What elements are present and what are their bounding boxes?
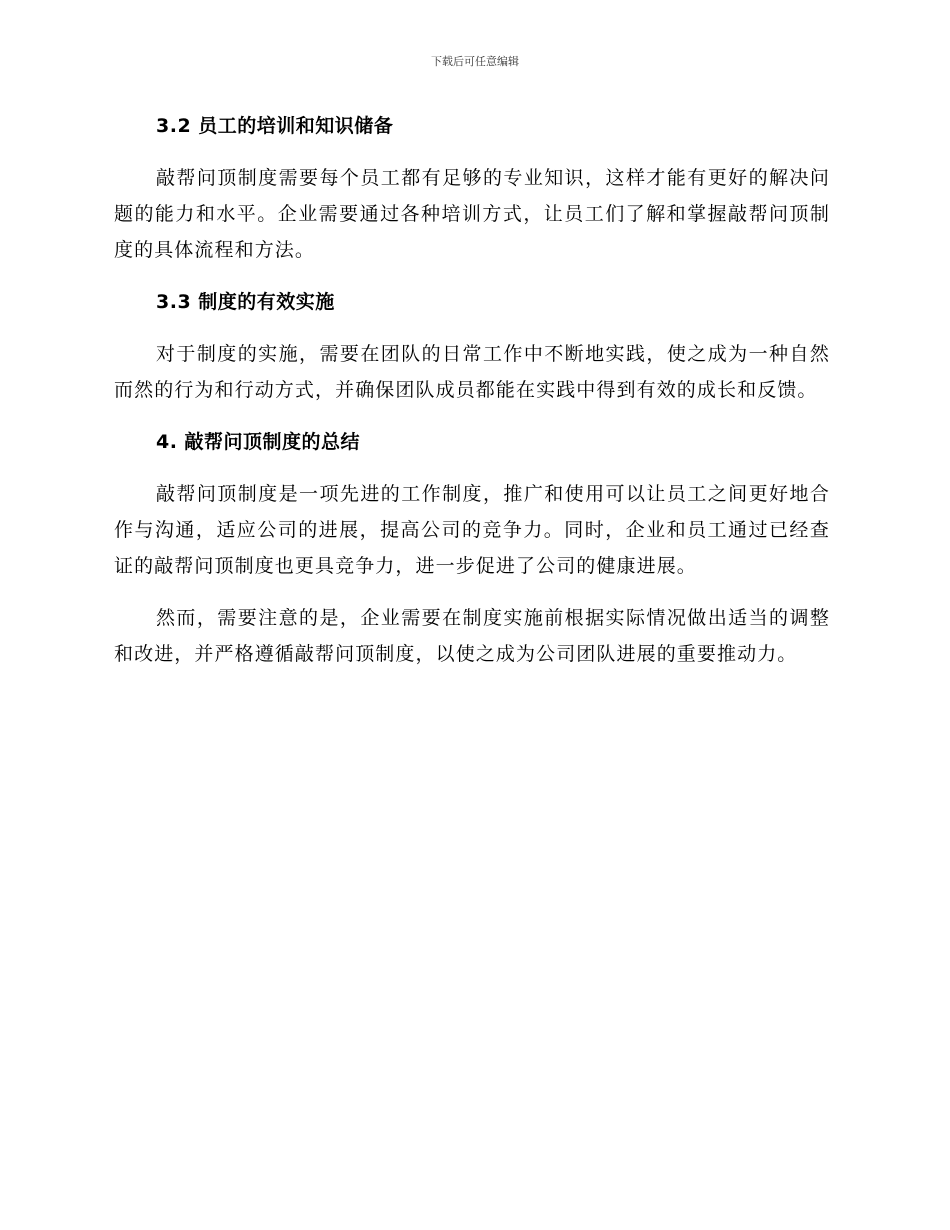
spacer <box>114 144 830 160</box>
section-heading-4: 4. 敲帮问顶制度的总结 <box>156 431 361 453</box>
paragraph-3-3: 对于制度的实施，需要在团队的日常工作中不断地实践，使之成为一种自然而然的行为和行动方式，并确保团队成员都能在实践中得到有效的成长和反馈。 <box>114 343 830 401</box>
section-heading-3-2: 3.2 员工的培训和知识储备 <box>156 115 394 137</box>
spacer <box>114 320 830 336</box>
spacer <box>114 268 830 284</box>
paragraph-3-2: 敲帮问顶制度需要每个员工都有足够的专业知识，这样才能有更好的解决问题的能力和水平。企业需要通过各种培训方式，让员工们了解和掌握敲帮问顶制度的具体流程和方法。 <box>114 167 830 261</box>
spacer <box>114 408 830 424</box>
document-body <box>114 108 830 672</box>
section-heading-3-3: 3.3 制度的有效实施 <box>156 291 335 313</box>
spacer <box>114 584 830 600</box>
paragraph-4-1: 敲帮问顶制度是一项先进的工作制度，推广和使用可以让员工之间更好地合作与沟通，适应公司的进展，提高公司的竞争力。同时，企业和员工通过已经查证的敲帮问顶制度也更具竞争力，进一步促进了公司的健康进展。 <box>114 483 830 577</box>
running-header: 下载后可任意编辑 <box>431 55 519 68</box>
paragraph-4-2: 然而，需要注意的是，企业需要在制度实施前根据实际情况做出适当的调整和改进，并严格遵循敲帮问顶制度，以使之成为公司团队进展的重要推动力。 <box>114 607 830 665</box>
spacer <box>114 460 830 476</box>
